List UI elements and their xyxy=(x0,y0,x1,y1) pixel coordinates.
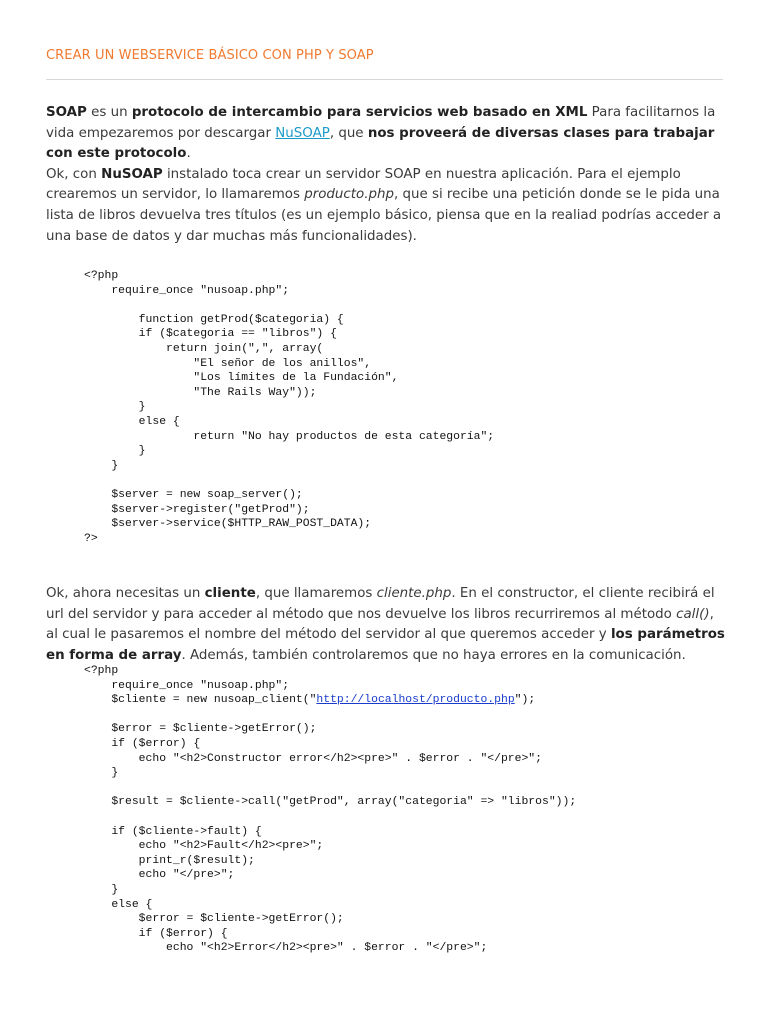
code-line: ?> xyxy=(84,532,98,545)
code-text: $cliente = new nusoap_client(" xyxy=(84,694,317,707)
intro-text: Para facilitarnos la vida empezaremos por descargar xyxy=(46,105,716,141)
intro-text: instalado toca crear un servidor SOAP en nuestra aplicación. Para el ejemplo crearemos un servidor, lo llamaremos xyxy=(46,166,681,203)
client-intro-text: . Además, también controlaremos que no haya errores en la comunicación. xyxy=(181,647,686,663)
code-line: return "No hay productos de esta categoría"; xyxy=(84,430,495,443)
code-line: <?php xyxy=(84,270,119,282)
code-text: "); xyxy=(514,694,536,707)
code-line xyxy=(84,708,576,723)
code-line: echo "</pre>"; xyxy=(84,869,235,882)
code-line: $server->service($HTTP_RAW_POST_DATA); xyxy=(84,518,372,531)
code-line: else { xyxy=(84,415,180,428)
code-line: $server->register("getProd"); xyxy=(84,503,310,516)
bold-params: los parámetros en forma de array xyxy=(46,627,725,663)
bold-nusoap: NuSOAP xyxy=(101,166,163,182)
code-line: $server = new soap_server(); xyxy=(84,488,303,501)
code-line: require_once "nusoap.php"; xyxy=(84,284,290,297)
intro-text: , que si recibe una petición donde se le pida una lista de libros devuelva tres títulos (es un ejemplo básico, piensa que en la realiad podrías acceder a una base de datos y dar muchas más funcionalidades). xyxy=(46,187,722,244)
code-line: return join(",", array( xyxy=(84,342,324,355)
code-line: } xyxy=(84,459,119,472)
intro-paragraph xyxy=(46,103,726,247)
client-code-block xyxy=(84,664,576,956)
italic-producto: producto.php xyxy=(304,187,394,203)
code-line: } xyxy=(84,445,146,458)
code-line xyxy=(84,781,576,796)
code-line: } xyxy=(84,767,119,780)
code-line: else { xyxy=(84,898,153,911)
bold-soap: SOAP xyxy=(46,105,87,120)
nusoap-link[interactable]: NuSOAP xyxy=(275,125,330,141)
code-line: "El señor de los anillos", xyxy=(84,357,372,370)
bold-classes: nos proveerá de diversas clases para trabajar con este protocolo xyxy=(46,125,715,162)
code-line: <?php xyxy=(84,665,119,677)
localhost-url-link[interactable]: http://localhost/producto.php xyxy=(316,694,515,707)
intro-text: , que xyxy=(329,125,368,141)
client-intro-text: , al cual le pasaremos el nombre del método del servidor al que queremos acceder y xyxy=(46,606,714,643)
code-line: function getProd($categoria) { xyxy=(84,313,344,326)
code-line: if ($error) { xyxy=(84,737,201,750)
code-line: "The Rails Way")); xyxy=(84,386,317,399)
code-line: } xyxy=(84,401,146,414)
code-line: if ($cliente->fault) { xyxy=(84,825,262,838)
client-intro-text: . En el constructor, el cliente recibirá el url del servidor y para acceder al método que nos devuelve los libros recurriremos al método xyxy=(46,586,715,622)
intro-text: . xyxy=(186,146,191,162)
bold-cliente: cliente xyxy=(204,586,256,601)
code-line: print_r($result); xyxy=(84,854,255,867)
code-line: echo "<h2>Fault</h2><pre>"; xyxy=(84,840,324,853)
code-line: require_once "nusoap.php"; xyxy=(84,679,290,692)
client-intro-paragraph xyxy=(46,584,726,666)
code-line xyxy=(84,473,494,488)
client-intro-text: Ok, ahora necesitas un xyxy=(46,586,205,601)
intro-text: Ok, con xyxy=(46,166,102,182)
code-line: if ($error) { xyxy=(84,927,228,940)
italic-call: call() xyxy=(676,606,710,622)
code-line: $error = $cliente->getError(); xyxy=(84,723,317,736)
code-line: echo "<h2>Error</h2><pre>" . $error . "</pre>"; xyxy=(84,942,488,955)
code-line xyxy=(84,298,494,313)
bold-protocol: protocolo de intercambio para servicios web basado en XML xyxy=(131,105,588,120)
code-line: $error = $cliente->getError(); xyxy=(84,913,344,926)
server-code-block xyxy=(84,269,494,546)
code-line: echo "<h2>Constructor error</h2><pre>" . $error . "</pre>"; xyxy=(84,752,542,765)
code-line xyxy=(84,810,576,825)
code-line xyxy=(84,693,576,708)
code-line: $result = $cliente->call("getProd", array("categoria" => "libros")); xyxy=(84,796,577,809)
title-divider xyxy=(46,79,723,80)
article-title: CREAR UN WEBSERVICE BÁSICO CON PHP Y SOAP xyxy=(46,48,374,63)
code-line: if ($categoria == "libros") { xyxy=(84,328,337,341)
italic-cliente-file: cliente.php xyxy=(376,586,452,601)
code-line: } xyxy=(84,883,119,896)
client-intro-text: , que llamaremos xyxy=(255,586,377,601)
intro-text: es un xyxy=(86,105,132,120)
code-line: "Los límites de la Fundación", xyxy=(84,372,399,385)
